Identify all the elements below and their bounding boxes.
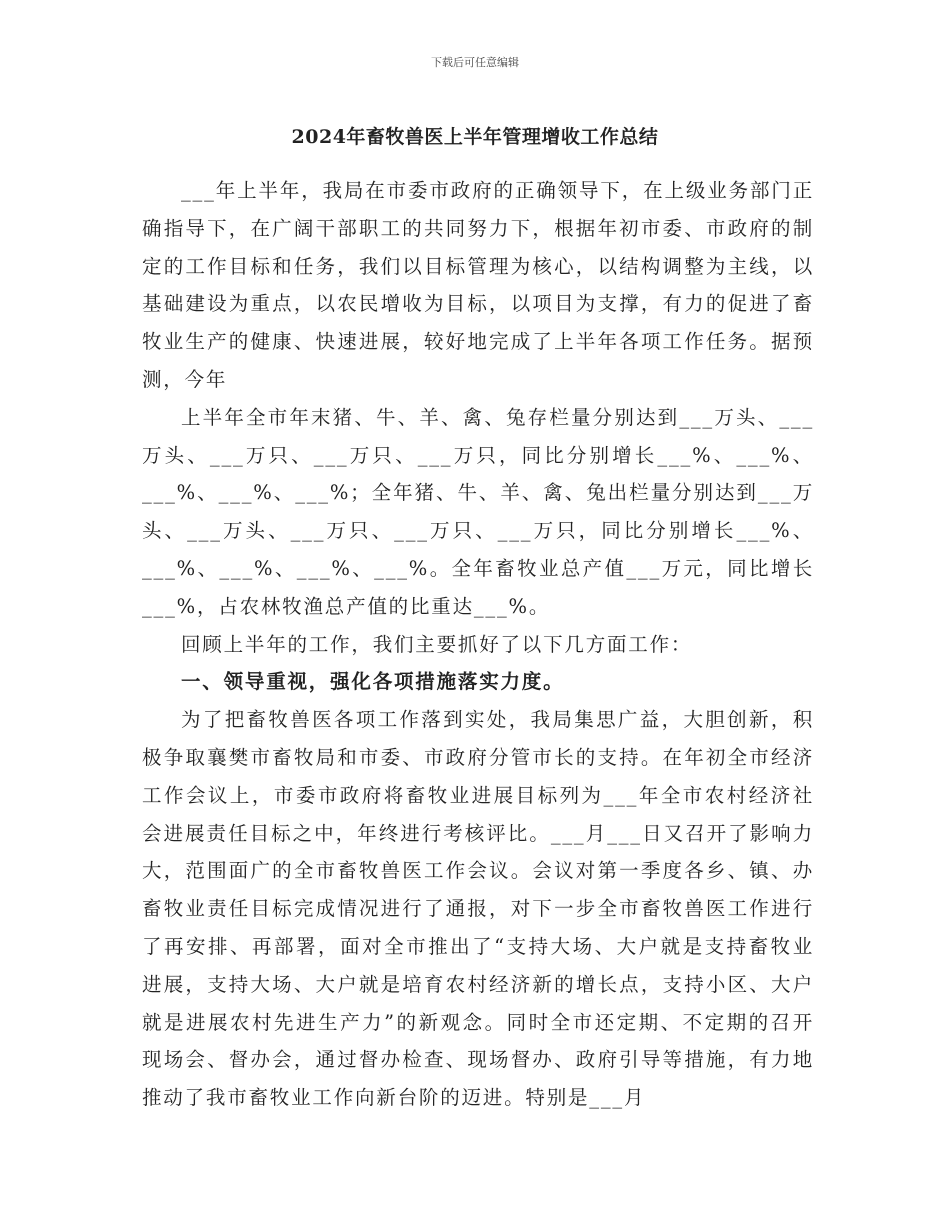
paragraph-intro: ___年上半年，我局在市委市政府的正确领导下，在上级业务部门正确指导下，在广阔干部职工的共同努力下，根据年初市委、市政府的制定的工作目标和任务，我们以目标管理为核心，以结构调整为主线，以基础建设为重点，以农民增收为目标，以项目为支撑，有力的促进了畜牧业生产的健康、快速进展，较好地完成了上半年各项工作任务。据预测，今年 [142, 179, 814, 391]
paragraph-section-one: 为了把畜牧兽医各项工作落到实处，我局集思广益，大胆创新，积极争取襄樊市畜牧局和市委、市政府分管市长的支持。在年初全市经济工作会议上，市委市政府将畜牧业进展目标列为___年全市农村经济社会进展责任目标之中，年终进行考核评比。___月___日又召开了影响力大，范围面广的全市畜牧兽医工作会议。会议对第一季度各乡、镇、办畜牧业责任目标完成情况进行了通报，对下一步全市畜牧兽医工作进行了再安排、再部署，面对全市推出了“支持大场、大户就是支持畜牧业进展，支持大场、大户就是培育农村经济新的增长点，支持小区、大户就是进展农村先进生产力”的新观念。同时全市还定期、不定期的召开现场会、督办会，通过督办检查、现场督办、政府引导等措施，有力地推动了我市畜牧业工作向新台阶的迈进。特别是___月 [142, 708, 814, 1110]
document-body [142, 172, 814, 1117]
page-header-note: 下载后可任意编辑 [431, 56, 519, 69]
paragraph-review: 回顾上半年的工作，我们主要抓好了以下几方面工作： [181, 632, 693, 656]
section-heading: 一、领导重视，强化各项措施落实力度。 [181, 670, 565, 694]
paragraph-statistics: 上半年全市年末猪、牛、羊、禽、兔存栏量分别达到___万头、___万头、___万只、___万只、___万只，同比分别增长___%、___%、___%、___%、___%；全年猪、牛、羊、禽、兔出栏量分别达到___万头、___万头、___万只、___万只、___万只，同比分别增长___%、___%、___%、___%、___%。全年畜牧业总产值___万元，同比增长___%，占农林牧渔总产值的比重达___%。 [142, 405, 814, 618]
document-title: 2024年畜牧兽医上半年管理增收工作总结 [291, 126, 659, 148]
